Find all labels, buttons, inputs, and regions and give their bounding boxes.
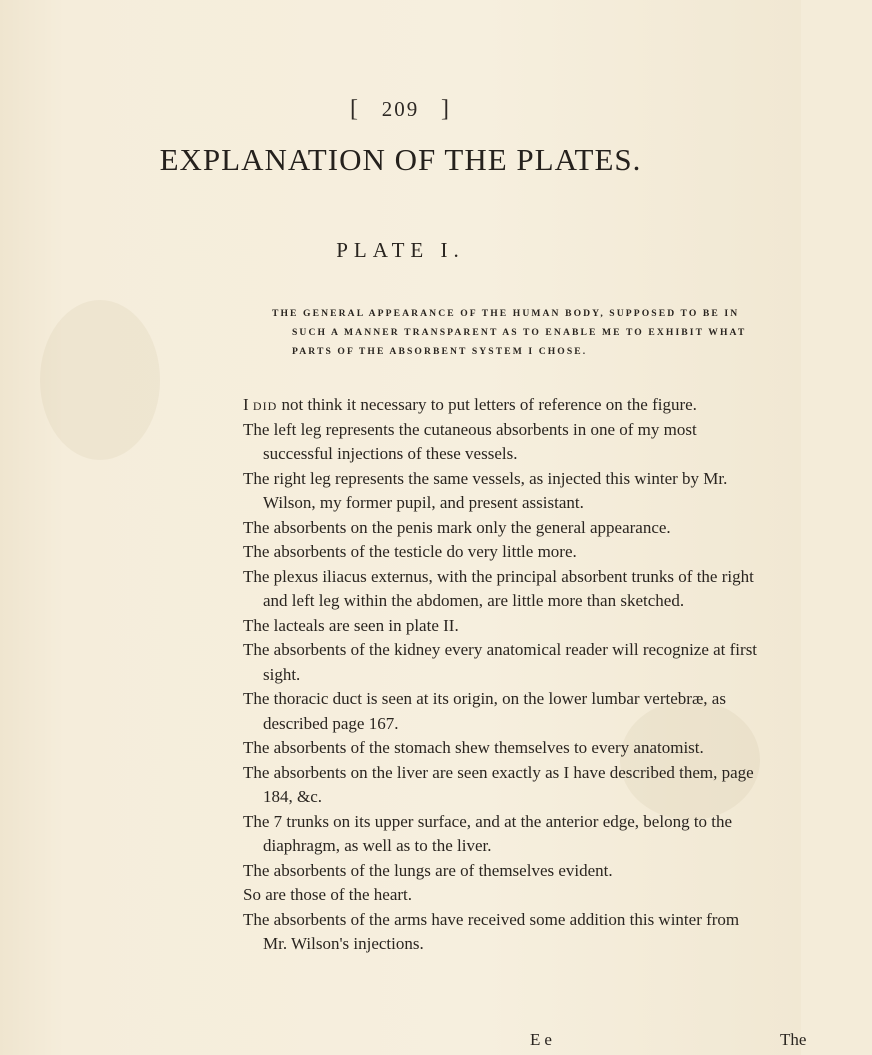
paragraph-intro-rest: not think it necessary to put letters of reference on the figure. [281,395,697,414]
page-title: EXPLANATION OF THE PLATES. [159,142,642,177]
paragraph: The right leg represents the same vessels, as injected this winter by Mr. Wilson, my former pupil, and present assistant. [243,468,728,512]
paragraph: The lacteals are seen in plate II. [243,615,459,635]
plate-heading: PLATE I. [336,238,465,262]
paragraph: The absorbents on the liver are seen exactly as I have described them, page 184, &c. [243,762,754,806]
right-bracket: ] [441,96,451,122]
plate-subtitle [272,304,872,361]
signature-mark: Ee [530,1030,556,1049]
subtitle-line: THE GENERAL APPEARANCE OF THE HUMAN BODY, SUPPOSED TO BE IN [272,308,740,319]
paragraph: The absorbents of the testicle do very little more. [243,542,577,561]
paragraph: The absorbents of the lungs are of themselves evident. [243,860,613,880]
paragraph: The thoracic duct is seen at its origin, on the lower lumbar vertebræ, as described page 167. [243,689,726,733]
subtitle-line: SUCH A MANNER TRANSPARENT AS TO ENABLE ME TO EXHIBIT WHAT [292,327,747,338]
paragraph: The left leg represents the cutaneous absorbents in one of my most successful injections of these vessels. [243,419,697,463]
page-footer [0,1030,807,1052]
page-number [0,96,801,123]
paragraph: So are those of the heart. [243,885,412,904]
paragraph: The absorbents of the stomach shew themselves to every anatomist. [243,738,704,757]
paragraph: The absorbents of the kidney every anatomical reader will recognize at first sight. [243,640,758,684]
initial-letter: I [243,395,249,414]
paper-stain [40,300,160,460]
body-text [243,393,765,957]
smallcaps-word: did [252,395,278,414]
paragraph: The plexus iliacus externus, with the principal absorbent trunks of the right and left leg within the abdomen, are little more than sketched. [243,566,754,610]
catchword: The [780,1030,807,1049]
paragraph: The absorbents of the arms have received some addition this winter from Mr. Wilson's injections. [243,909,740,953]
left-bracket: [ [350,96,360,122]
paragraph-intro [243,393,765,418]
page-number-value: 209 [381,97,420,121]
paragraph: The absorbents on the penis mark only the general appearance. [243,517,671,537]
subtitle-line: PARTS OF THE ABSORBENT SYSTEM I CHOSE. [292,346,588,357]
paragraph: The 7 trunks on its upper surface, and at the anterior edge, belong to the diaphragm, as well as to the liver. [243,811,733,855]
